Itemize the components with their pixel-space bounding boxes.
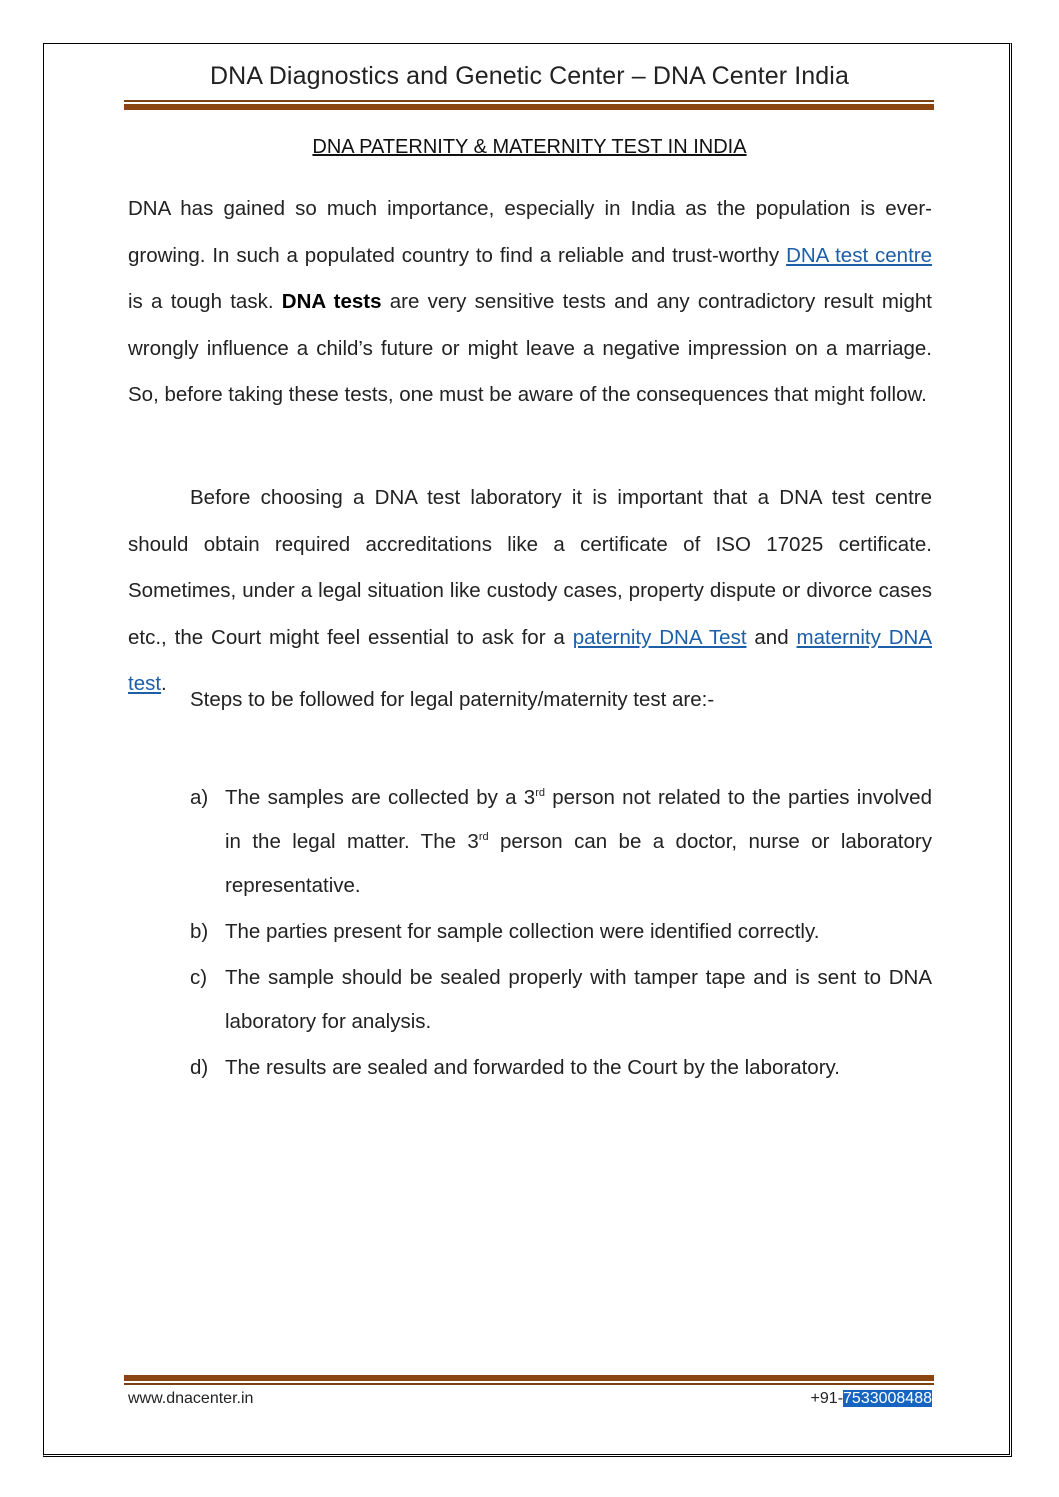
list-item	[190, 776, 932, 908]
list-item	[190, 1046, 932, 1090]
dna-tests-bold: DNA tests	[281, 290, 382, 313]
footer-website[interactable]: www.dnacenter.in	[128, 1390, 254, 1407]
footer-rule	[124, 1375, 934, 1385]
maternity-dna-test-link[interactable]: maternity DNA test	[128, 625, 932, 695]
list-item-text: The samples are collected by a 3rd person not related to the parties involved in the legal matter. The 3rd person can be a doctor, nurse or laboratory representative.	[225, 786, 932, 897]
list-item-text: The sample should be sealed properly with tamper tape and is sent to DNA laboratory for analysis.	[225, 966, 932, 1033]
phone-prefix: +91-	[810, 1390, 844, 1407]
paragraph-accreditation	[128, 475, 932, 708]
list-item-text: The results are sealed and forwarded to the Court by the laboratory.	[225, 1056, 840, 1079]
list-item	[190, 956, 932, 1044]
list-marker: b)	[190, 920, 209, 943]
paragraph-text: DNA has gained so much importance, especially in India as the population is ever-growing. In such a populated country to find a reliable and trust-worthy	[128, 197, 932, 267]
paragraph-text: are very sensitive tests and any contradictory result might wrongly influence a child’s future or might leave a negative impression on a marriage. So, before taking these tests, one must be aware of the consequences that might follow.	[128, 290, 932, 406]
header-title: DNA Diagnostics and Genetic Center – DNA Center India	[210, 62, 849, 90]
dna-test-centre-link[interactable]: DNA test centre	[786, 243, 932, 267]
paragraph-intro	[128, 186, 932, 419]
paragraph-text: Before choosing a DNA test laboratory it is important that a DNA test centre should obtain required accreditations like a certificate of ISO 17025 certificate. Sometimes, under a legal situation like custody cases, property dispute or divorce cases etc., the Court might feel essential to ask for a	[128, 486, 932, 649]
steps-list	[190, 776, 932, 1090]
steps-intro: Steps to be followed for legal paternity/maternity test are:-	[190, 688, 715, 711]
list-marker: d)	[190, 1056, 209, 1079]
paragraph-text: .	[161, 672, 167, 695]
list-marker: a)	[190, 786, 209, 809]
paragraph-text: is a tough task.	[128, 290, 282, 313]
list-item-text: The parties present for sample collection were identified correctly.	[225, 920, 820, 943]
paragraph-text: and	[746, 625, 797, 649]
footer-phone	[811, 1390, 932, 1408]
list-marker: c)	[190, 966, 208, 989]
list-item	[190, 910, 932, 954]
header-rule	[124, 100, 934, 110]
phone-number-highlighted[interactable]: 7533008488	[843, 1390, 932, 1407]
document-title: DNA PATERNITY & MATERNITY TEST IN INDIA	[312, 136, 747, 158]
paternity-dna-test-link[interactable]: paternity DNA Test	[572, 625, 747, 649]
